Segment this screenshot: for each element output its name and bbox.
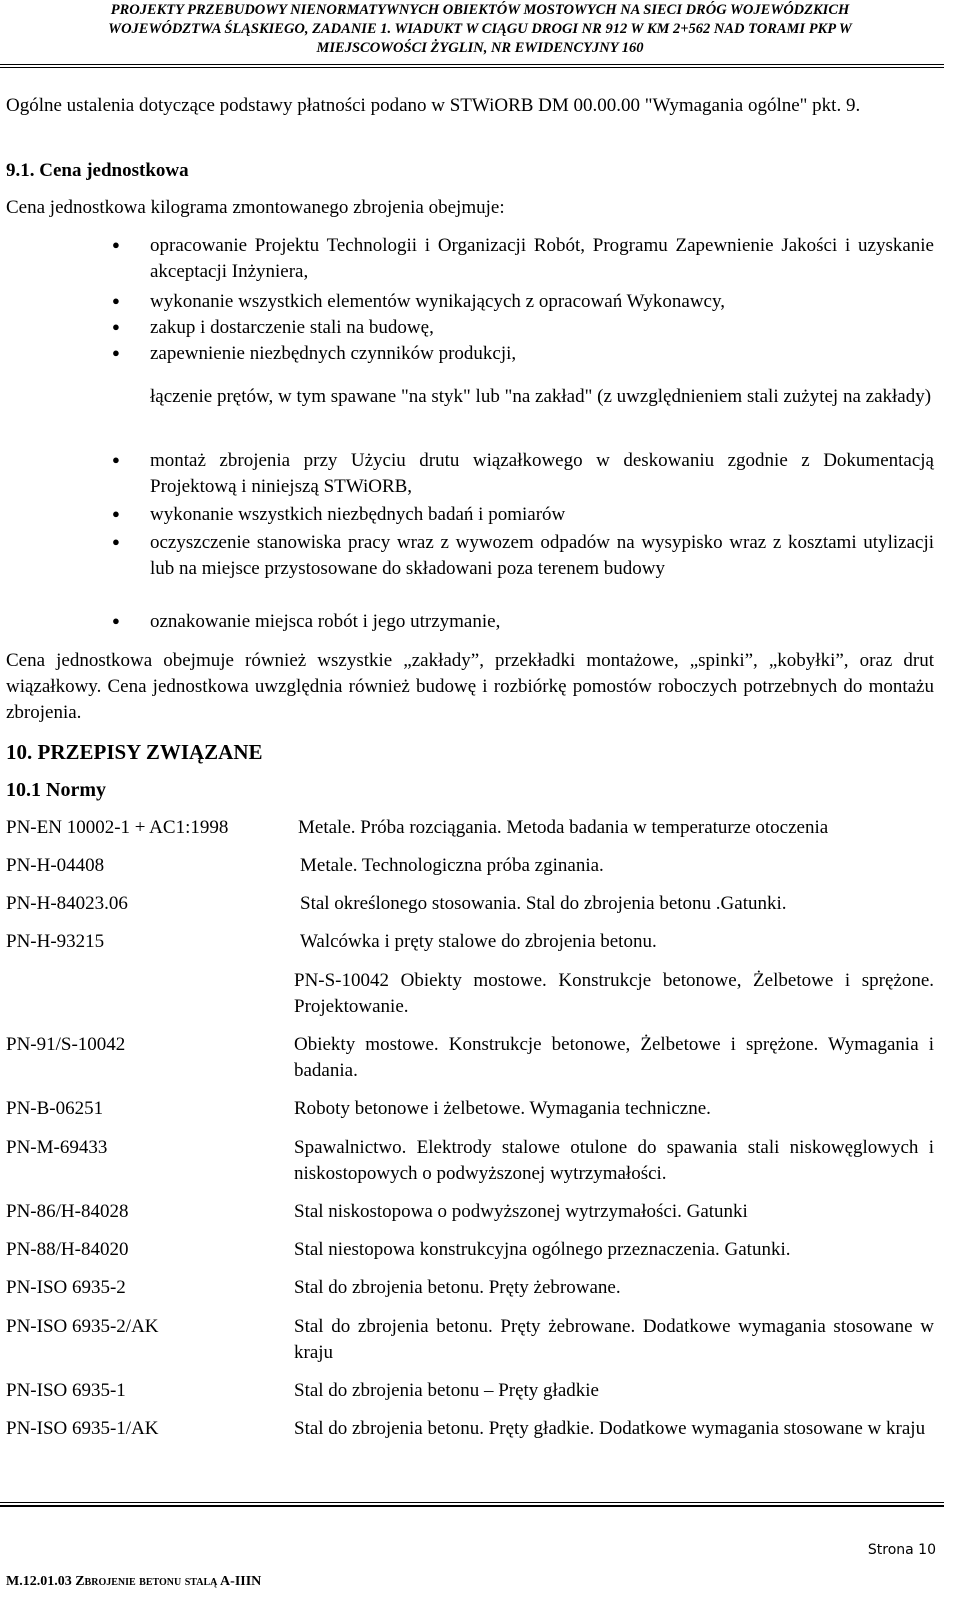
norm-title: Stal określonego stosowania. Stal do zbrojenia betonu .Gatunki. [300, 893, 787, 914]
footer-rule [0, 1502, 944, 1503]
header-line-1: PROJEKTY PRZEBUDOWY NIENORMATYWNYCH OBIEKTÓW MOSTOWYCH NA SIECI DRÓG WOJEWÓDZKICH [110, 2, 850, 18]
norm-code: PN-88/H-84020 [6, 1239, 129, 1260]
list-item: zapewnienie niezbędnych czynników produkcji, [150, 343, 517, 364]
list-item: opracowanie Projektu Technologii i Organizacji Robót, Programu Zapewnienie Jakości i uzyskanie akceptacji Inżyniera, [150, 235, 934, 282]
list-item: montaż zbrojenia przy Użyciu drutu wiązałkowego w deskowaniu zgodnie z Dokumentacją Projektową i niniejszą STWiORB, [150, 450, 934, 497]
list-item: zakup i dostarczenie stali na budowę, [150, 317, 434, 338]
footer-rule-thick [0, 1505, 944, 1507]
norm-title: Obiekty mostowe. Konstrukcje betonowe, Żelbetowe i sprężone. Wymagania i badania. [294, 1034, 934, 1081]
norm-title: Spawalnictwo. Elektrody stalowe otulone do spawania stali niskowęglowych i niskostopowych o podwyższonej wytrzymałości. [294, 1137, 934, 1184]
norm-title: Metale. Technologiczna próba zginania. [300, 855, 604, 876]
header-rule-2 [0, 67, 944, 68]
footer-doc-title: Zbrojenie betonu stalą A-IIIN [75, 1574, 262, 1589]
norm-title: Metale. Próba rozciągania. Metoda badania w temperaturze otoczenia [298, 817, 829, 838]
bullet-icon: ● [112, 293, 120, 308]
list-item: łączenie prętów, w tym spawane "na styk" lub "na zakład" (z uwzględnieniem stali zużytej na zakłady) [150, 386, 932, 407]
header-line-3: MIEJSCOWOŚCI ŻYGLIN, NR EWIDENCYJNY 160 [316, 40, 644, 56]
closing-paragraph: Cena jednostkowa obejmuje również wszystkie „zakłady”, przekładki montażowe, „spinki”, „kobyłki”, oraz drut wiązałkowy. Cena jednostkowa uwzględnia również budowę i rozbiórkę pomostów roboczych potrzebnych do montażu zbrojenia. [6, 650, 934, 723]
norm-code: PN-ISO 6935-1/AK [6, 1418, 159, 1439]
footer-doc-code: M.12.01.03 [6, 1574, 76, 1589]
norm-code: PN-ISO 6935-2/AK [6, 1316, 159, 1337]
norm-code: PN-H-84023.06 [6, 893, 128, 914]
norm-title: Roboty betonowe i żelbetowe. Wymagania techniczne. [294, 1098, 711, 1119]
bullet-icon: ● [112, 506, 120, 521]
norm-title: Stal do zbrojenia betonu – Pręty gładkie [294, 1380, 599, 1401]
norm-code: PN-ISO 6935-1 [6, 1380, 126, 1401]
norm-code: PN-B-06251 [6, 1098, 104, 1119]
section-10-1-heading: 10.1 Normy [6, 779, 106, 801]
bullet-icon: ● [112, 345, 120, 360]
section-9-1-lead: Cena jednostkowa kilograma zmontowanego zbrojenia obejmuje: [6, 197, 505, 218]
norm-title: Stal niestopowa konstrukcyjna ogólnego przeznaczenia. Gatunki. [294, 1239, 791, 1260]
norm-code: PN-H-04408 [6, 855, 105, 876]
page-header [0, 0, 960, 58]
section-10-heading: 10. PRZEPISY ZWIĄZANE [6, 740, 263, 764]
norm-title: PN-S-10042 Obiekty mostowe. Konstrukcje betonowe, Żelbetowe i sprężone. Projektowanie. [294, 970, 934, 1017]
norm-code: PN-EN 10002-1 + AC1:1998 [6, 817, 229, 838]
list-item: wykonanie wszystkich niezbędnych badań i pomiarów [150, 504, 566, 525]
bullet-icon: ● [112, 237, 120, 252]
norm-code: PN-ISO 6935-2 [6, 1277, 126, 1298]
footer-document-title [6, 1574, 261, 1590]
intro-paragraph: Ogólne ustalenia dotyczące podstawy płatności podano w STWiORB DM 00.00.00 "Wymagania ogólne" pkt. 9. [6, 95, 861, 116]
bullet-icon: ● [112, 534, 120, 549]
header-line-2: WOJEWÓDZTWA ŚLĄSKIEGO, ZADANIE 1. WIADUKT W CIĄGU DROGI NR 912 W KM 2+562 NAD TORAMI PKP W [108, 21, 852, 37]
list-item: wykonanie wszystkich elementów wynikających z opracowań Wykonawcy, [150, 291, 726, 312]
list-item: oczyszczenie stanowiska pracy wraz z wywozem odpadów na wysypisko wraz z kosztami utylizacji lub na miejsce przystosowane do składowani poza terenem budowy [150, 532, 934, 579]
header-rule [0, 64, 944, 65]
norm-title: Stal do zbrojenia betonu. Pręty gładkie. Dodatkowe wymagania stosowane w kraju [294, 1418, 926, 1439]
page-number: Strona 10 [867, 1542, 936, 1558]
norm-code: PN-86/H-84028 [6, 1201, 129, 1222]
norm-title: Stal do zbrojenia betonu. Pręty żebrowane. Dodatkowe wymagania stosowane w kraju [294, 1316, 934, 1363]
bullet-icon: ● [112, 613, 120, 628]
norm-title: Stal niskostopowa o podwyższonej wytrzymałości. Gatunki [294, 1201, 748, 1222]
norm-title: Walcówka i pręty stalowe do zbrojenia betonu. [300, 931, 657, 952]
list-item: oznakowanie miejsca robót i jego utrzymanie, [150, 611, 501, 632]
norm-code: PN-M-69433 [6, 1137, 108, 1158]
norm-title: Stal do zbrojenia betonu. Pręty żebrowane. [294, 1277, 621, 1298]
norm-code: PN-H-93215 [6, 931, 105, 952]
norm-code: PN-91/S-10042 [6, 1034, 126, 1055]
bullet-icon: ● [112, 452, 120, 467]
section-9-1-heading: 9.1. Cena jednostkowa [6, 160, 189, 181]
bullet-icon: ● [112, 319, 120, 334]
